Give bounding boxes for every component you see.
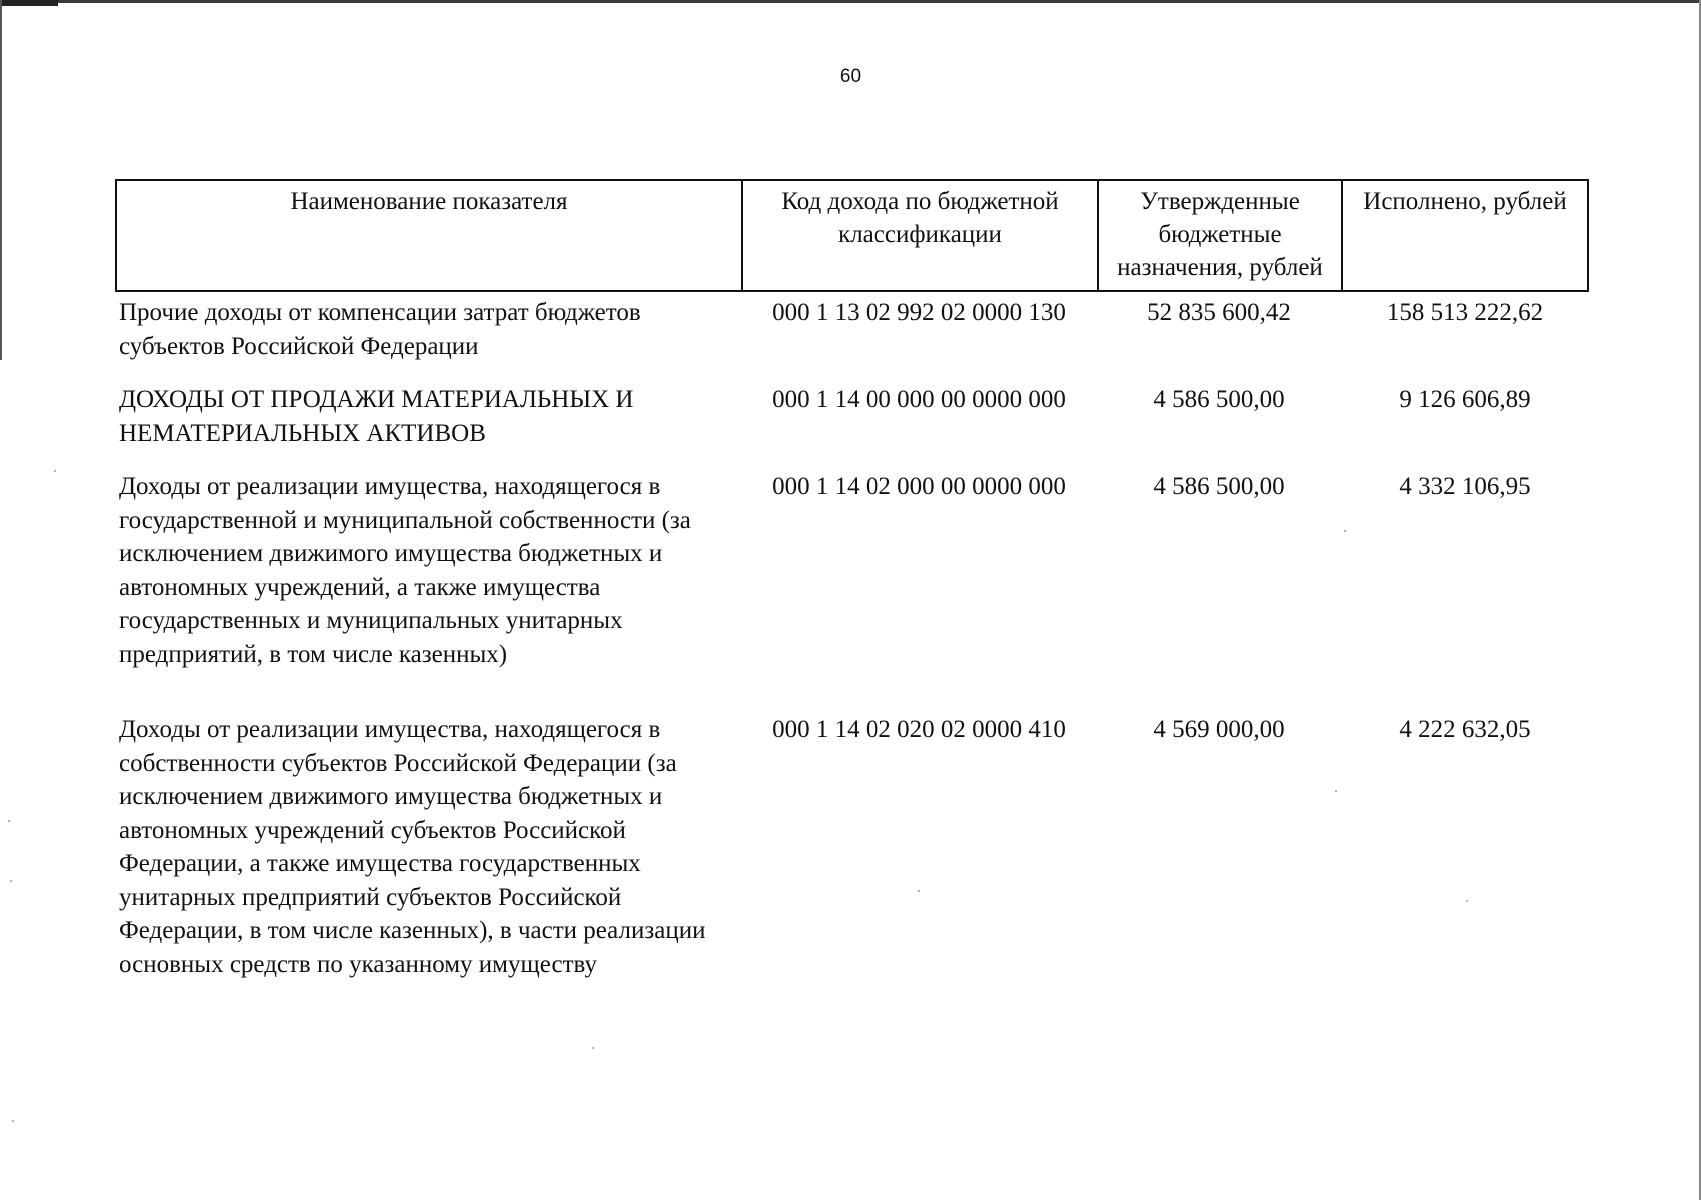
row-code: 000 1 13 02 992 02 0000 130	[772, 299, 1066, 326]
header-executed: Исполнено, рублей	[1363, 188, 1567, 215]
scan-speck	[1344, 530, 1346, 532]
row-executed: 9 126 606,89	[1399, 386, 1531, 413]
row-name: Прочие доходы от компенсации затрат бюджетов субъектов Российской Федерации	[119, 299, 641, 360]
scan-border-left	[0, 0, 2, 360]
scan-speck	[10, 880, 12, 882]
row-approved: 4 586 500,00	[1153, 386, 1285, 413]
row-name: Доходы от реализации имущества, находящегося в государственной и муниципальной собственности (за исключением движимого имущества бюджетных и автономных учреждений, а также имущества государственных и муниципальных унитарных предприятий, в том числе казенных)	[119, 473, 691, 668]
row-code: 000 1 14 02 000 00 0000 000	[772, 473, 1066, 500]
scan-border-top	[0, 0, 1701, 3]
row-approved: 4 569 000,00	[1153, 716, 1285, 743]
scan-speck	[1335, 790, 1337, 792]
table-row	[115, 383, 1589, 450]
page-number: 60	[839, 66, 862, 87]
row-executed: 4 222 632,05	[1399, 716, 1531, 743]
row-approved: 52 835 600,42	[1147, 299, 1291, 326]
scan-speck	[1466, 900, 1468, 902]
table-row	[115, 296, 1589, 363]
scan-border-corner	[0, 0, 58, 6]
row-approved: 4 586 500,00	[1153, 473, 1285, 500]
scan-speck	[592, 1047, 594, 1049]
scan-speck	[54, 470, 56, 472]
row-code: 000 1 14 02 020 02 0000 410	[772, 716, 1066, 743]
row-name: Доходы от реализации имущества, находящегося в собственности субъектов Российской Федерации (за исключением движимого имущества бюджетных и автономных учреждений субъектов Российской Федерации, а также имущества государственных унитарных предприятий субъектов Российской Федерации, в том числе казенных), в части реализации основных средств по указанному имуществу	[119, 716, 706, 978]
table-header	[115, 179, 1589, 292]
header-code: Код дохода по бюджетной классификации	[743, 181, 1099, 290]
scan-speck	[12, 1120, 14, 1122]
scan-speck	[8, 820, 10, 822]
row-code: 000 1 14 00 000 00 0000 000	[772, 386, 1066, 413]
scan-speck	[918, 890, 920, 892]
table-row	[115, 713, 1589, 981]
row-name: ДОХОДЫ ОТ ПРОДАЖИ МАТЕРИАЛЬНЫХ И НЕМАТЕРИАЛЬНЫХ АКТИВОВ	[119, 386, 634, 447]
header-name: Наименование показателя	[117, 181, 743, 290]
row-executed: 158 513 222,62	[1386, 299, 1544, 326]
row-executed: 4 332 106,95	[1399, 473, 1531, 500]
table-row	[115, 470, 1589, 671]
header-approved: Утвержденные бюджетные назначения, рублей	[1099, 181, 1343, 290]
